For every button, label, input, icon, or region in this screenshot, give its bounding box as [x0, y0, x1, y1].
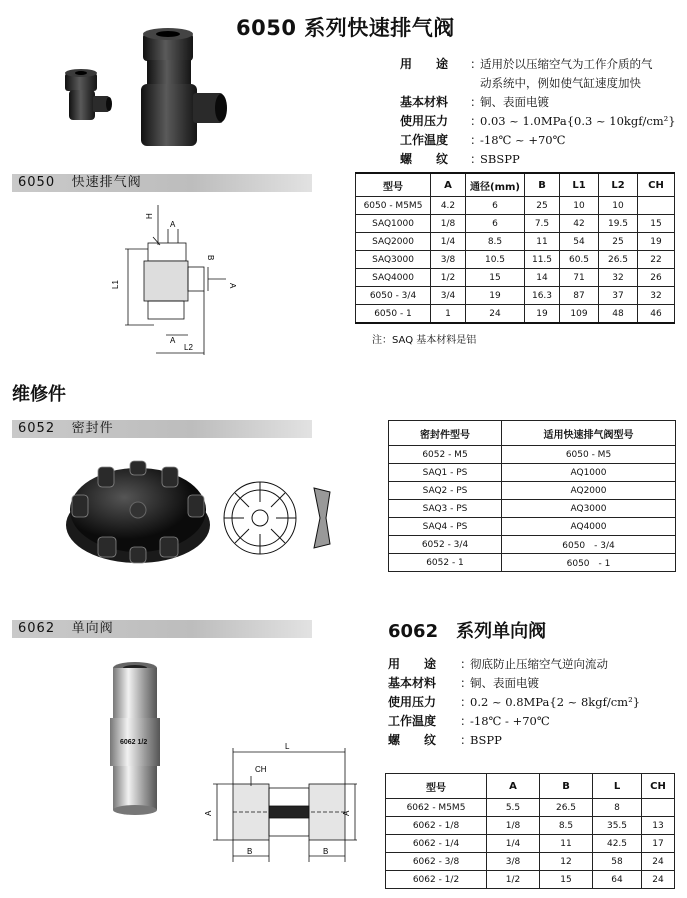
- table-cell: 26.5: [540, 799, 593, 817]
- table-cell: 1/2: [487, 871, 540, 889]
- table-cell: 1/2: [431, 269, 466, 287]
- table-cell: 15: [638, 215, 675, 233]
- table-cell: AQ3000: [502, 500, 676, 518]
- table-cell: SAQ1000: [356, 215, 431, 233]
- table-cell: AQ1000: [502, 464, 676, 482]
- table-note-6050: 注：SAQ 基本材料是铝: [372, 335, 477, 346]
- pressure-value: 0.2 ~ 0.8MPa{2 ~ 8kgf/cm²}: [470, 695, 641, 709]
- table-cell: 19: [638, 233, 675, 251]
- section-bar-6062: [12, 620, 312, 638]
- table-cell: 54: [560, 233, 599, 251]
- col-applicable-model: 适用快速排气阀型号: [502, 421, 676, 446]
- table-header-row: [386, 774, 675, 799]
- table-row: [356, 269, 675, 287]
- table-cell: 32: [638, 287, 675, 305]
- section-name: 单向阀: [71, 621, 114, 636]
- label-b-left: B: [247, 847, 253, 856]
- table-cell: 16.3: [525, 287, 560, 305]
- table-cell: 25: [525, 197, 560, 215]
- label-l1: L1: [111, 280, 120, 289]
- table-cell: 1/8: [431, 215, 466, 233]
- section-name: 密封件: [71, 421, 114, 436]
- table-cell: 26: [638, 269, 675, 287]
- label-a-bottom: A: [170, 336, 176, 345]
- thread-value: SBSPP: [480, 152, 520, 166]
- table-cell: 19: [466, 287, 525, 305]
- table-cell: 8.5: [466, 233, 525, 251]
- table-cell: 6052 - 3/4: [389, 536, 502, 554]
- table-cell: 6050 - M5M5: [356, 197, 431, 215]
- table-cell: 19: [525, 305, 560, 324]
- table-row: [356, 305, 675, 324]
- table-row: [356, 215, 675, 233]
- table-cell: SAQ3000: [356, 251, 431, 269]
- col-b: B: [525, 173, 560, 197]
- table-cell: 37: [599, 287, 638, 305]
- check-valve-photo: [100, 660, 170, 820]
- material-value: 铜、表面电镀: [480, 95, 549, 109]
- table-row: [356, 251, 675, 269]
- table-row: [386, 799, 675, 817]
- col-l1: L1: [560, 173, 599, 197]
- table-cell: 35.5: [593, 817, 642, 835]
- table-cell: 48: [599, 305, 638, 324]
- table-cell: 1/4: [431, 233, 466, 251]
- table-cell: AQ2000: [502, 482, 676, 500]
- table-cell: 10.5: [466, 251, 525, 269]
- table-row: [389, 518, 676, 536]
- drawing-6062: [205, 740, 355, 870]
- heading-6062: 6062 系列单向阀: [388, 621, 547, 642]
- table-cell: 46: [638, 305, 675, 324]
- table-cell: [642, 799, 675, 817]
- page-title: 6050 系列快速排气阀: [236, 16, 455, 40]
- table-cell: 13: [642, 817, 675, 835]
- section-name: 快速排气阀: [71, 175, 142, 190]
- table-cell: 42: [560, 215, 599, 233]
- table-cell: 6052 - 1: [389, 554, 502, 572]
- purpose-label: 用 途: [400, 57, 449, 71]
- table-cell: 6062 - 3/8: [386, 853, 487, 871]
- label-l2: L2: [184, 343, 193, 352]
- table-row: [386, 817, 675, 835]
- table-cell: 42.5: [593, 835, 642, 853]
- section-code: 6062: [18, 621, 56, 636]
- table-cell: 24: [466, 305, 525, 324]
- table-cell: 3/8: [431, 251, 466, 269]
- pressure-label: 使用压力: [400, 114, 449, 128]
- table-row: [389, 536, 676, 554]
- section-code: 6052: [18, 421, 56, 436]
- table-cell: 15: [466, 269, 525, 287]
- table-6062: [385, 773, 675, 889]
- table-cell: 10: [560, 197, 599, 215]
- temp-label: 工作温度: [400, 133, 449, 147]
- purpose-value: 适用於以压缩空气为工作介质的气: [480, 57, 653, 71]
- table-cell: 32: [599, 269, 638, 287]
- table-cell: 71: [560, 269, 599, 287]
- section-bar-6050: [12, 174, 312, 192]
- pressure-value: 0.03 ~ 1.0MPa{0.3 ~ 10kgf/cm²}: [480, 114, 676, 128]
- label-a-right: A: [228, 283, 237, 289]
- table-cell: 6050 - 3/4: [502, 536, 676, 554]
- purpose-value-2: 动系统中，例如使气缸速度加快: [480, 76, 641, 90]
- table-cell: 22: [638, 251, 675, 269]
- table-row: [389, 500, 676, 518]
- table-cell: 87: [560, 287, 599, 305]
- table-cell: 109: [560, 305, 599, 324]
- table-cell: 6050 - 1: [502, 554, 676, 572]
- table-cell: 6050 - M5: [502, 446, 676, 464]
- label-l: L: [285, 742, 290, 751]
- table-cell: SAQ4000: [356, 269, 431, 287]
- table-cell: 1: [431, 305, 466, 324]
- thread-value: BSPP: [470, 733, 502, 747]
- table-cell: 6050 - 1: [356, 305, 431, 324]
- material-label: 基本材料: [400, 95, 449, 109]
- table-cell: 6052 - M5: [389, 446, 502, 464]
- seal-drawing: [222, 478, 352, 558]
- col-a: A: [487, 774, 540, 799]
- thread-label: 螺 纹: [400, 152, 449, 166]
- table-row: [389, 482, 676, 500]
- thread-label: 螺 纹: [388, 733, 437, 747]
- table-cell: 8.5: [540, 817, 593, 835]
- table-6050: [355, 172, 675, 324]
- table-cell: 4.2: [431, 197, 466, 215]
- table-cell: 7.5: [525, 215, 560, 233]
- col-model: 型号: [356, 173, 431, 197]
- table-cell: 3/8: [487, 853, 540, 871]
- temp-value: -18℃ ~ +70℃: [480, 133, 566, 147]
- table-cell: 6062 - 1/2: [386, 871, 487, 889]
- spec-6062: 用 途 ： 彻底防止压缩空气逆向流动 基本材料 ： 铜、表面电镀 使用压力 ： 0.2 ~ 0.8MPa{2 ~ 8kgf/cm²} 工作温度 ： -18℃ - +70℃ 螺 纹 ： BSPP: [388, 655, 678, 750]
- col-model: 型号: [386, 774, 487, 799]
- col-l: L: [593, 774, 642, 799]
- section-code: 6050: [18, 175, 56, 190]
- table-header-row: [389, 421, 676, 446]
- table-cell: 11.5: [525, 251, 560, 269]
- repair-parts-heading: 维修件: [12, 384, 66, 405]
- table-cell: 64: [593, 871, 642, 889]
- table-cell: SAQ2 - PS: [389, 482, 502, 500]
- table-cell: SAQ2000: [356, 233, 431, 251]
- spec-6050: 用 途 ： 适用於以压缩空气为工作介质的气 动系统中，例如使气缸速度加快 基本材料 ： 铜、表面电镀 使用压力 ： 0.03 ~ 1.0MPa{0.3 ~ 10kgf/cm²} 工作温度 ： -18℃ ~ +70℃ 螺 纹 ： SBSPP: [400, 55, 680, 169]
- temp-label: 工作温度: [388, 714, 437, 728]
- table-cell: 6062 - 1/8: [386, 817, 487, 835]
- table-cell: 58: [593, 853, 642, 871]
- valve-marking: 6062 1/2: [120, 739, 148, 746]
- label-b-right: B: [323, 847, 329, 856]
- table-cell: SAQ1 - PS: [389, 464, 502, 482]
- table-6052: [388, 420, 676, 572]
- table-cell: 1/4: [487, 835, 540, 853]
- col-bore: 通径(mm): [466, 173, 525, 197]
- table-cell: 6062 - 1/4: [386, 835, 487, 853]
- table-cell: 19.5: [599, 215, 638, 233]
- table-cell: AQ4000: [502, 518, 676, 536]
- label-a: A: [170, 220, 176, 229]
- table-row: [389, 554, 676, 572]
- drawing-6050: [108, 205, 258, 365]
- pressure-label: 使用压力: [388, 695, 437, 709]
- seal-photo: [58, 455, 218, 575]
- table-cell: 1/8: [487, 817, 540, 835]
- label-a-right: A: [342, 810, 351, 816]
- table-cell: SAQ4 - PS: [389, 518, 502, 536]
- table-row: [389, 446, 676, 464]
- table-cell: 24: [642, 871, 675, 889]
- col-ch: CH: [638, 173, 675, 197]
- table-cell: 3/4: [431, 287, 466, 305]
- table-cell: 6: [466, 197, 525, 215]
- col-a: A: [431, 173, 466, 197]
- table-cell: 11: [525, 233, 560, 251]
- col-b: B: [540, 774, 593, 799]
- table-row: [386, 835, 675, 853]
- table-cell: 17: [642, 835, 675, 853]
- table-cell: [638, 197, 675, 215]
- table-cell: 25: [599, 233, 638, 251]
- label-b: B: [206, 255, 215, 261]
- table-cell: 10: [599, 197, 638, 215]
- material-value: 铜、表面电镀: [470, 676, 539, 690]
- table-row: [356, 197, 675, 215]
- purpose-label: 用 途: [388, 657, 437, 671]
- table-cell: 60.5: [560, 251, 599, 269]
- col-ch: CH: [642, 774, 675, 799]
- table-cell: 12: [540, 853, 593, 871]
- table-cell: 8: [593, 799, 642, 817]
- table-cell: 24: [642, 853, 675, 871]
- table-cell: 15: [540, 871, 593, 889]
- table-row: [386, 871, 675, 889]
- table-cell: 26.5: [599, 251, 638, 269]
- table-cell: 14: [525, 269, 560, 287]
- col-l2: L2: [599, 173, 638, 197]
- table-row: [356, 287, 675, 305]
- material-label: 基本材料: [388, 676, 437, 690]
- table-cell: 6050 - 3/4: [356, 287, 431, 305]
- table-row: [386, 853, 675, 871]
- table-cell: 6: [466, 215, 525, 233]
- table-row: [389, 464, 676, 482]
- label-h: H: [145, 213, 154, 219]
- table-cell: 5.5: [487, 799, 540, 817]
- table-row: [356, 233, 675, 251]
- col-seal-model: 密封件型号: [389, 421, 502, 446]
- label-ch: CH: [255, 765, 267, 774]
- product-photo-6050: [55, 28, 235, 153]
- purpose-value: 彻底防止压缩空气逆向流动: [470, 657, 608, 671]
- temp-value: -18℃ - +70℃: [470, 714, 550, 728]
- table-header-row: [356, 173, 675, 197]
- table-cell: 6062 - M5M5: [386, 799, 487, 817]
- label-a-left: A: [204, 810, 213, 816]
- table-cell: 11: [540, 835, 593, 853]
- table-cell: SAQ3 - PS: [389, 500, 502, 518]
- section-bar-6052: [12, 420, 312, 438]
